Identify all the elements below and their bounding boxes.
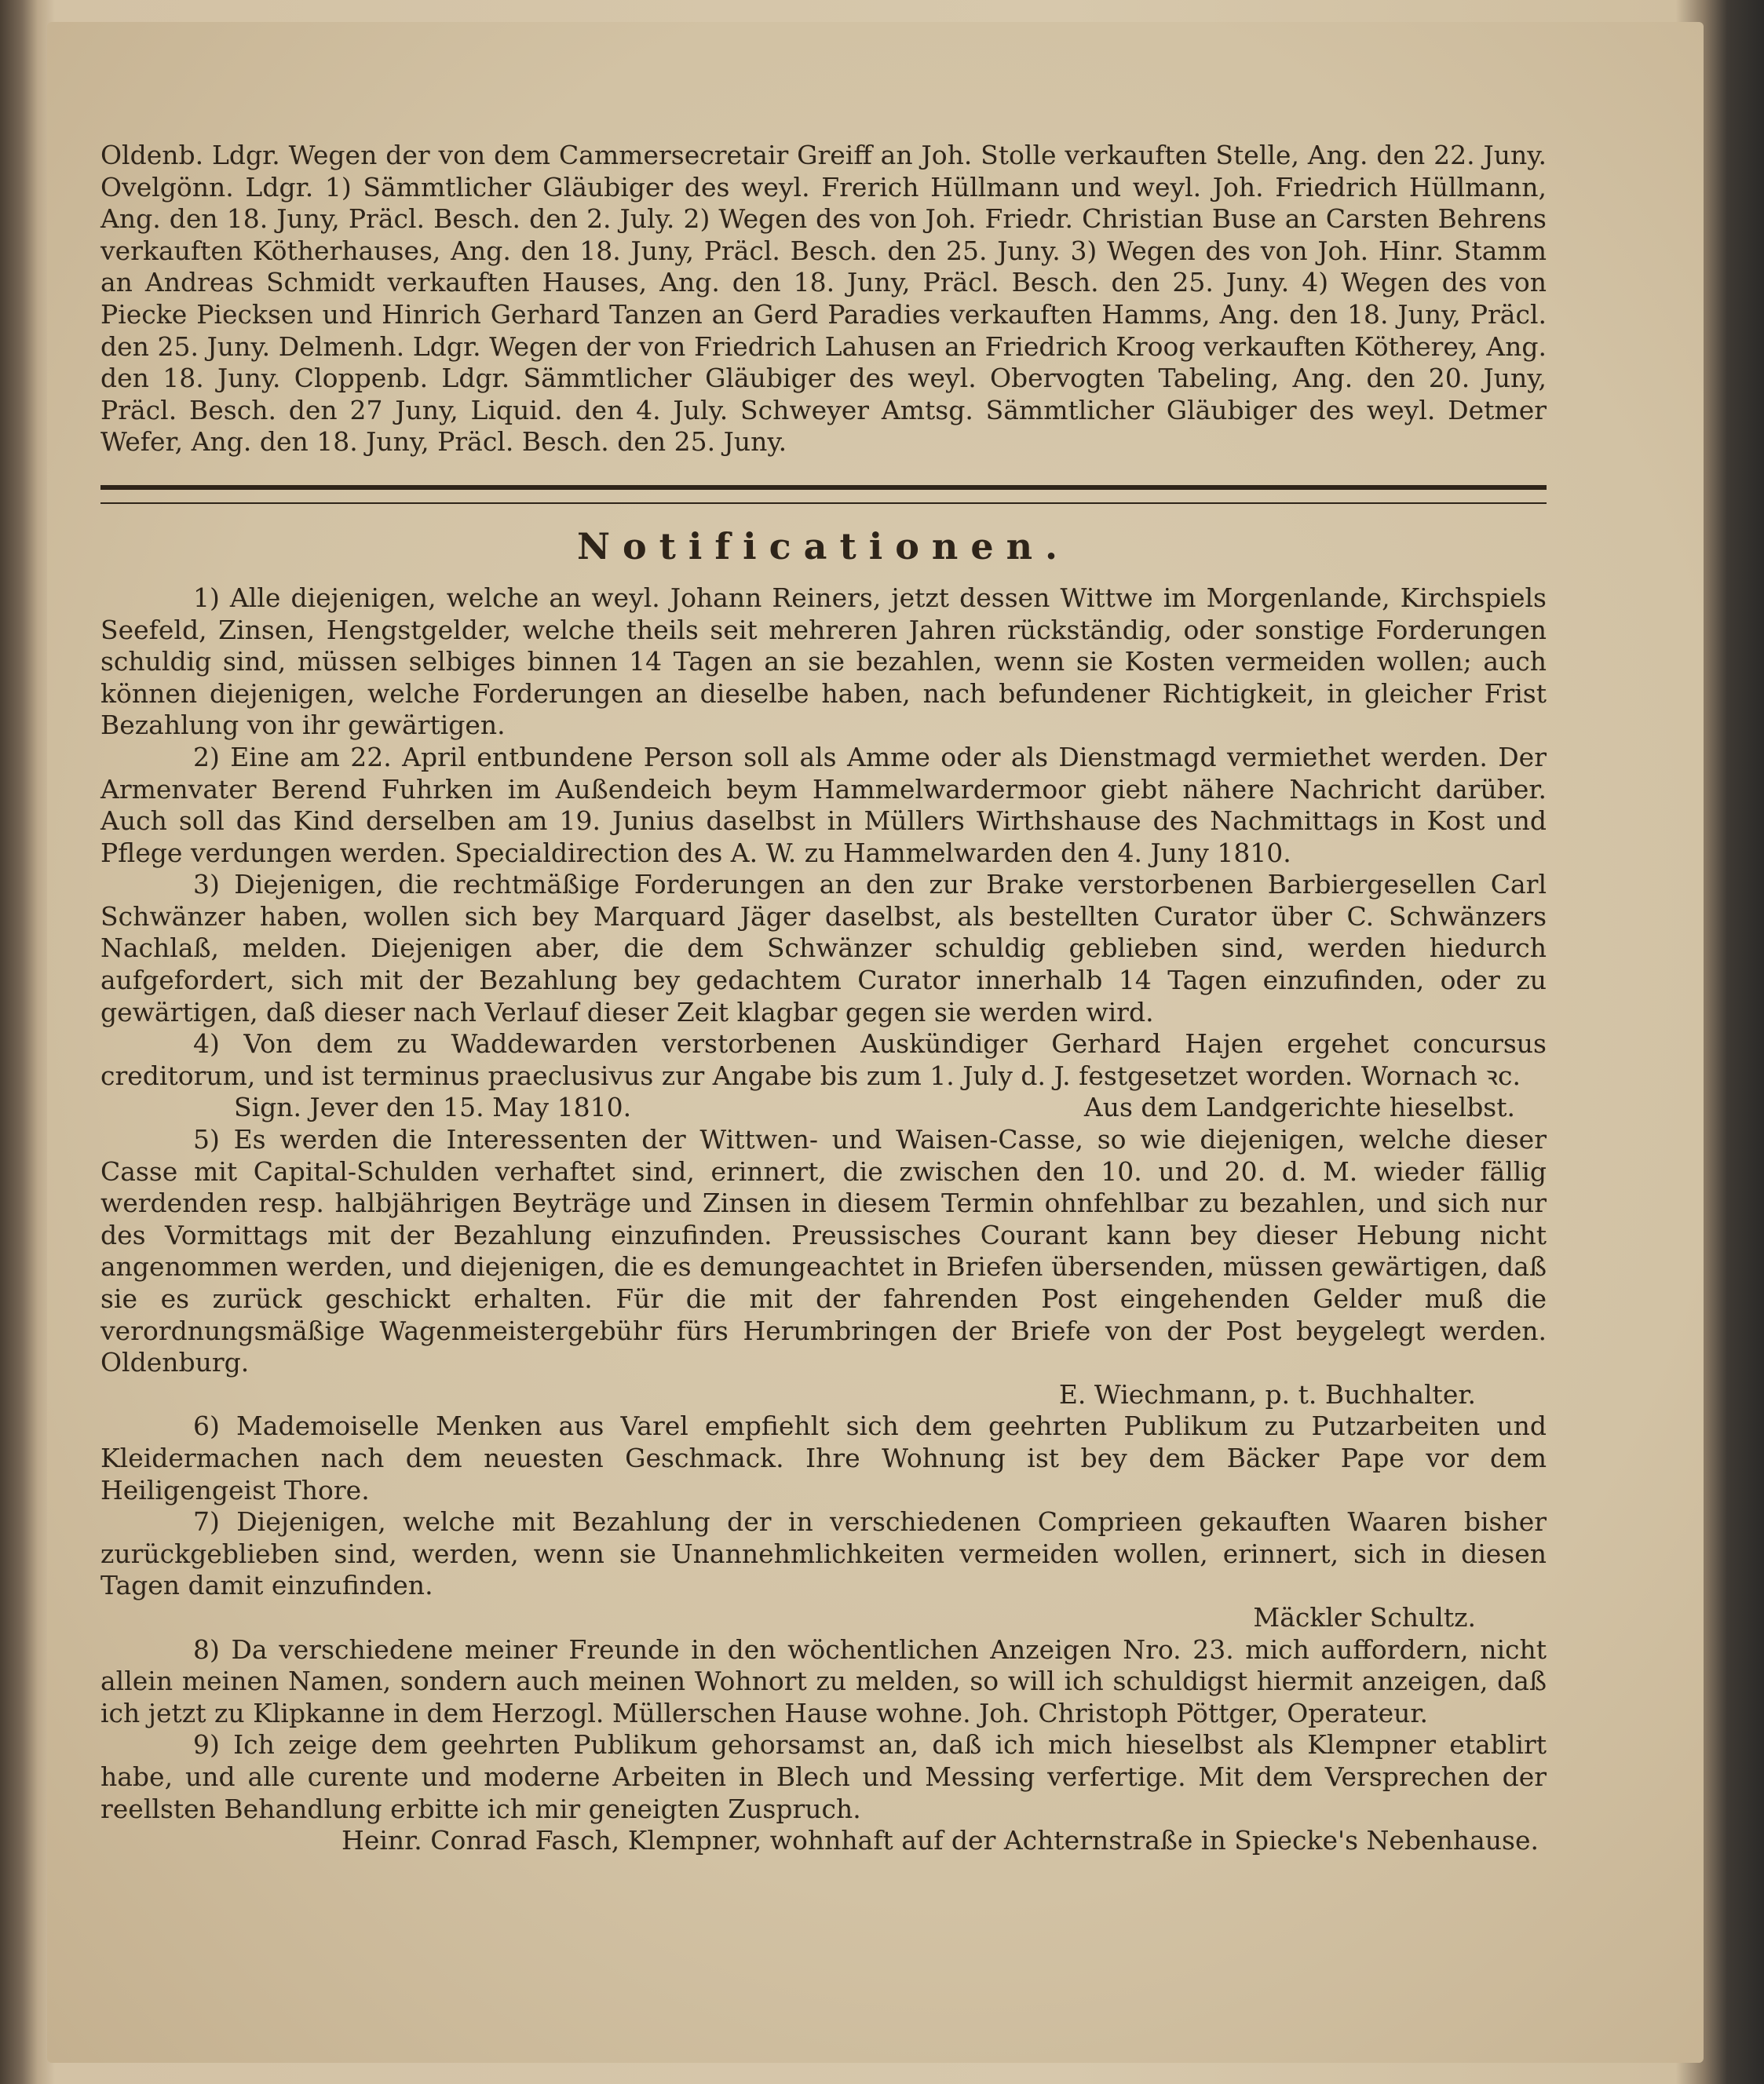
notice-4-signature bbox=[100, 1092, 1547, 1124]
notice-4: 4) Von dem zu Waddewarden verstorbenen Auskündiger Gerhard Hajen ergehet concursus creditorum, und ist terminus praeclusivus zur Angabe bis zum 1. July d. J. festgesetzet worden. Wornach ꝛc. bbox=[100, 1028, 1547, 1091]
notice-6: 6) Mademoiselle Menken aus Varel empfiehlt sich dem geehrten Publikum zu Putzarbeiten und Kleidermachen nach dem neuesten Geschmack. Ihre Wohnung ist bey dem Bäcker Pape vor dem Heiligengeist Thore. bbox=[100, 1411, 1547, 1506]
double-rule-divider bbox=[100, 485, 1547, 504]
section-heading: Notificationen. bbox=[576, 524, 1071, 568]
notice-7: 7) Diejenigen, welche mit Bezahlung der in verschiedenen Comprieen gekauften Waaren bisher zurückgeblieben sind, werden, wenn sie Unannehmlichkeiten vermeiden wollen, erinnert, sich in diesen Tagen damit einzufinden. bbox=[100, 1506, 1547, 1601]
notice-9-signature: Heinr. Conrad Fasch, Klempner, wohnhaft auf der Achternstraße in Spiecke's Nebenhause. bbox=[341, 1825, 1539, 1856]
notice-2: 2) Eine am 22. April entbundene Person soll als Amme oder als Dienstmagd vermiethet werden. Der Armenvater Berend Fuhrken im Außendeich beym Hammelwardermoor giebt nähere Nachricht darüber. Auch soll das Kind derselben am 19. Junius daselbst in Müllers Wirthshause des Nachmittags in Kost und Pflege verdungen werden. Specialdirection des A. W. zu Hammelwarden den 4. Juny 1810. bbox=[100, 741, 1547, 868]
notice-4-sign-place-date: Sign. Jever den 15. May 1810. bbox=[234, 1092, 632, 1123]
notice-4-sign-authority: Aus dem Landgerichte hieselbst. bbox=[1083, 1092, 1515, 1123]
notice-5: 5) Es werden die Interessenten der Wittwen- und Waisen-Casse, so wie diejenigen, welche dieser Casse mit Capital-Schulden verhaftet sind, erinnert, die zwischen den 10. und 20. d. M. wieder fällig werdenden resp. halbjährigen Beyträge und Zinsen in diesem Termin ohnfehlbar zu bezahlen, und sich nur des Vormittags mit der Bezahlung einzufinden. Preussisches Courant kann bey dieser Hebung nicht angenommen werden, und diejenigen, die es demungeachtet in Briefen übersenden, müssen gewärtigen, daß sie es zurück geschickt erhalten. Für die mit der fahrenden Post eingehenden Gelder muß die verordnungsmäßige Wagenmeistergebühr fürs Herumbringen der Briefe von der Post beygelegt werden. Oldenburg. bbox=[100, 1124, 1547, 1378]
notice-8: 8) Da verschiedene meiner Freunde in den wöchentlichen Anzeigen Nro. 23. mich auffordern, nicht allein meinen Namen, sondern auch meinen Wohnort zu melden, so will ich schuldigst hiermit anzeigen, daß ich jetzt zu Klipkanne in dem Herzogl. Müllerschen Hause wohne. Joh. Christoph Pöttger, Operateur. bbox=[100, 1633, 1547, 1728]
notice-9: 9) Ich zeige dem geehrten Publikum gehorsamst an, daß ich mich hieselbst als Klempner etablirt habe, und alle curente und moderne Arbeiten in Blech und Messing verfertige. Mit dem Versprechen der reellsten Behandlung erbitte ich mir geneigten Zuspruch. bbox=[100, 1729, 1547, 1824]
notice-5-signature: E. Wiechmann, p. t. Buchhalter. bbox=[1058, 1378, 1476, 1410]
notice-3: 3) Diejenigen, die rechtmäßige Forderungen an den zur Brake verstorbenen Barbiergesellen Carl Schwänzer haben, wollen sich bey Marquard Jäger daselbst, als bestellten Curator über C. Schwänzers Nachlaß, melden. Diejenigen aber, die dem Schwänzer schuldig geblieben sind, werden hiedurch aufgefordert, sich mit der Bezahlung bey gedachtem Curator innerhalb 14 Tagen einzufinden, oder zu gewärtigen, daß dieser nach Verlauf dieser Zeit klagbar gegen sie werden wird. bbox=[100, 869, 1547, 1027]
notice-7-signature: Mäckler Schultz. bbox=[1253, 1601, 1476, 1633]
notice-1: 1) Alle diejenigen, welche an weyl. Johann Reiners, jetzt dessen Wittwe im Morgenlande, Kirchspiels Seefeld, Zinsen, Hengstgelder, welche theils seit mehreren Jahren rückständig, oder sonstige Forderungen schuldig sind, müssen selbiges binnen 14 Tagen an sie bezahlen, wenn sie Kosten vermeiden wollen; auch können diejenigen, welche Forderungen an dieselbe haben, nach befundener Richtigkeit, in gleicher Frist Bezahlung von ihr gewärtigen. bbox=[100, 582, 1547, 741]
page-text bbox=[100, 140, 1547, 1857]
court-notices-paragraph: Oldenb. Ldgr. Wegen der von dem Cammersecretair Greiff an Joh. Stolle verkauften Stelle, Ang. den 22. Juny. Ovelgönn. Ldgr. 1) Sämmtlicher Gläubiger des weyl. Frerich Hüllmann und weyl. Joh. Friedrich Hüllmann, Ang. den 18. Juny, Präcl. Besch. den 2. July. 2) Wegen des von Joh. Friedr. Christian Buse an Carsten Behrens verkauften Kötherhauses, Ang. den 18. Juny, Präcl. Besch. den 25. Juny. 3) Wegen des von Joh. Hinr. Stamm an Andreas Schmidt verkauften Hauses, Ang. den 18. Juny, Präcl. Besch. den 25. Juny. 4) Wegen des von Piecke Piecksen und Hinrich Gerhard Tanzen an Gerd Paradies verkauften Hamms, Ang. den 18. Juny, Präcl. den 25. Juny. Delmenh. Ldgr. Wegen der von Friedrich Lahusen an Friedrich Kroog verkauften Kötherey, Ang. den 18. Juny. Cloppenb. Ldgr. Sämmtlicher Gläubiger des weyl. Obervogten Tabeling, Ang. den 20. Juny, Präcl. Besch. den 27 Juny, Liquid. den 4. July. Schweyer Amtsg. Sämmtlicher Gläubiger des weyl. Detmer Wefer, Ang. den 18. Juny, Präcl. Besch. den 25. Juny. bbox=[100, 140, 1547, 458]
